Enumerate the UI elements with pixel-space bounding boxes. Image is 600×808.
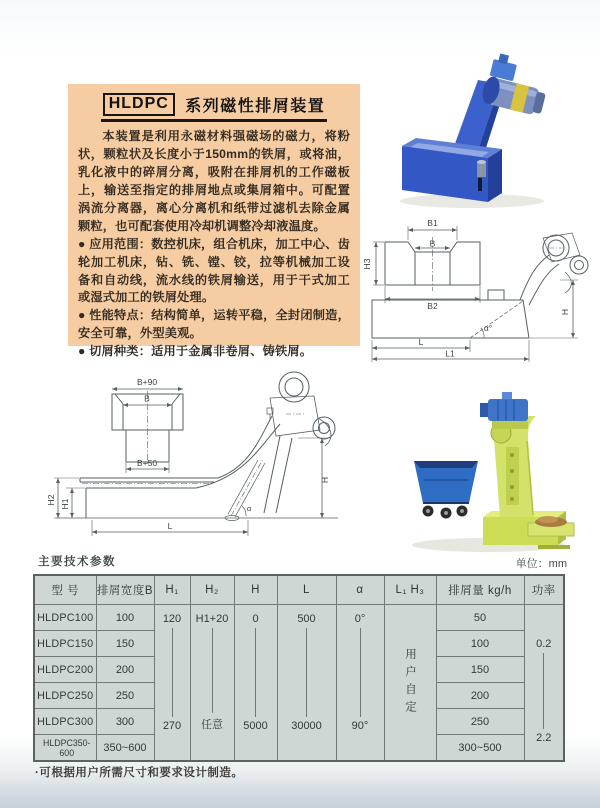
capacity-cell: 50 — [436, 605, 524, 631]
h-range-cell: 0 5000 — [234, 605, 277, 762]
capacity-cell: 200 — [436, 683, 524, 709]
model-cell: HLDPC100 — [34, 605, 96, 631]
power-range-cell: 0.2 2.2 — [524, 605, 564, 762]
range-line — [543, 653, 544, 729]
intro-application: ● 应用范围：数控机床，组合机床，加工中心、齿轮加工机床，钻、铣、镗、铰，拉等机械加工设备和自动线，流水线的铁屑输送，用于干式加工或湿式加工的铁屑处理。 — [78, 236, 350, 305]
intro-chip-types: ● 切屑种类：适用于金属非卷屑、铸铁屑。 — [78, 344, 313, 359]
dim-label-alpha: α — [246, 504, 252, 513]
range-line — [212, 628, 213, 713]
dim-label-b90: B+90 — [136, 377, 158, 387]
header-l1h3: L₁ H₃ — [384, 575, 436, 605]
chip-cart — [414, 461, 478, 519]
dim-label-h2: H2 — [46, 494, 56, 506]
dim-label-h: H — [560, 308, 570, 316]
range-line — [360, 628, 361, 717]
intro-box — [68, 84, 360, 359]
table-caption: 主要技术参数 — [38, 556, 116, 568]
range-line — [255, 628, 256, 717]
dim-label-l: L — [418, 337, 424, 347]
dim-label-h: H — [320, 476, 330, 484]
dim-label-h3: H3 — [362, 258, 372, 270]
technical-drawing-profile — [46, 370, 358, 558]
capacity-cell: 100 — [436, 631, 524, 657]
intro-title — [78, 93, 350, 122]
capacity-cell: 300~500 — [436, 735, 524, 762]
table-row — [34, 605, 564, 631]
dim-label-l: L — [167, 521, 173, 531]
header-model: 型 号 — [34, 575, 96, 605]
width-cell: 350~600 — [96, 735, 154, 762]
range-line — [172, 628, 173, 717]
header-h2: H₂ — [190, 575, 234, 605]
technical-drawing-side — [360, 212, 592, 367]
header-capacity: 排屑量 kg/h — [436, 575, 524, 605]
width-cell: 250 — [96, 683, 154, 709]
model-cell: HLDPC250 — [34, 683, 96, 709]
dim-label-b2: B2 — [427, 301, 438, 311]
page-title: 系列磁性排屑装置 — [185, 98, 326, 115]
dim-label-l1: L1 — [445, 348, 455, 359]
dim-label-b: B — [144, 393, 150, 404]
unit-label: 单位：mm — [515, 558, 567, 570]
model-cell: HLDPC200 — [34, 657, 96, 683]
model-cell: HLDPC350-600 — [34, 735, 96, 762]
dim-label-b1: B1 — [427, 218, 438, 228]
header-width: 排屑宽度B — [96, 575, 154, 605]
header-power: 功率 — [524, 575, 564, 605]
dim-label-b50: B+50 — [136, 458, 158, 468]
product-photo-blue-conveyor — [390, 50, 575, 212]
dim-label-alpha: α° — [483, 323, 493, 333]
spec-table — [33, 574, 565, 762]
header-h: H — [234, 575, 277, 605]
dim-label-b: B — [429, 238, 436, 249]
h1-range-cell: 120 270 — [154, 605, 190, 762]
model-badge: HLDPC — [103, 93, 175, 116]
header-alpha: α — [336, 575, 384, 605]
vertical-conveyor-body — [480, 392, 574, 549]
table-header-row — [34, 575, 564, 605]
alpha-range-cell: 0° 90° — [336, 605, 384, 762]
model-cell: HLDPC150 — [34, 631, 96, 657]
header-l: L — [277, 575, 336, 605]
h2-range-cell: H1+20 任意 — [190, 605, 234, 762]
capacity-cell: 250 — [436, 709, 524, 735]
model-cell: HLDPC300 — [34, 709, 96, 735]
product-photo-vertical-conveyor — [388, 385, 583, 557]
l1h3-cell: 用户自定 — [384, 605, 436, 762]
intro-paragraph: 本装置是利用永磁材料强磁场的磁力，将粉状，颗粒状及长度小于150mm的铁屑，或将油，乳化液中的碎屑分离，吸附在排屑机的工作磁板上，输送至指定的排屑地点或集屑箱中。可配置涡流分离器，离心分离机和纸带过滤机去除金属颗粒，也可配套使用冷却机调整冷却液温度。 — [78, 129, 350, 233]
range-line — [306, 628, 307, 717]
intro-features: ● 性能特点：结构简单，运转平稳，全封闭制造，安全可靠，外型美观。 — [78, 308, 350, 341]
width-cell: 150 — [96, 631, 154, 657]
width-cell: 300 — [96, 709, 154, 735]
width-cell: 200 — [96, 657, 154, 683]
dim-label-h1: H1 — [60, 498, 70, 510]
header-h1: H₁ — [154, 575, 190, 605]
width-cell: 100 — [96, 605, 154, 631]
l-range-cell: 500 30000 — [277, 605, 336, 762]
capacity-cell: 150 — [436, 657, 524, 683]
footnote: ·可根据用户所需尺寸和要求设计制造。 — [35, 767, 244, 779]
